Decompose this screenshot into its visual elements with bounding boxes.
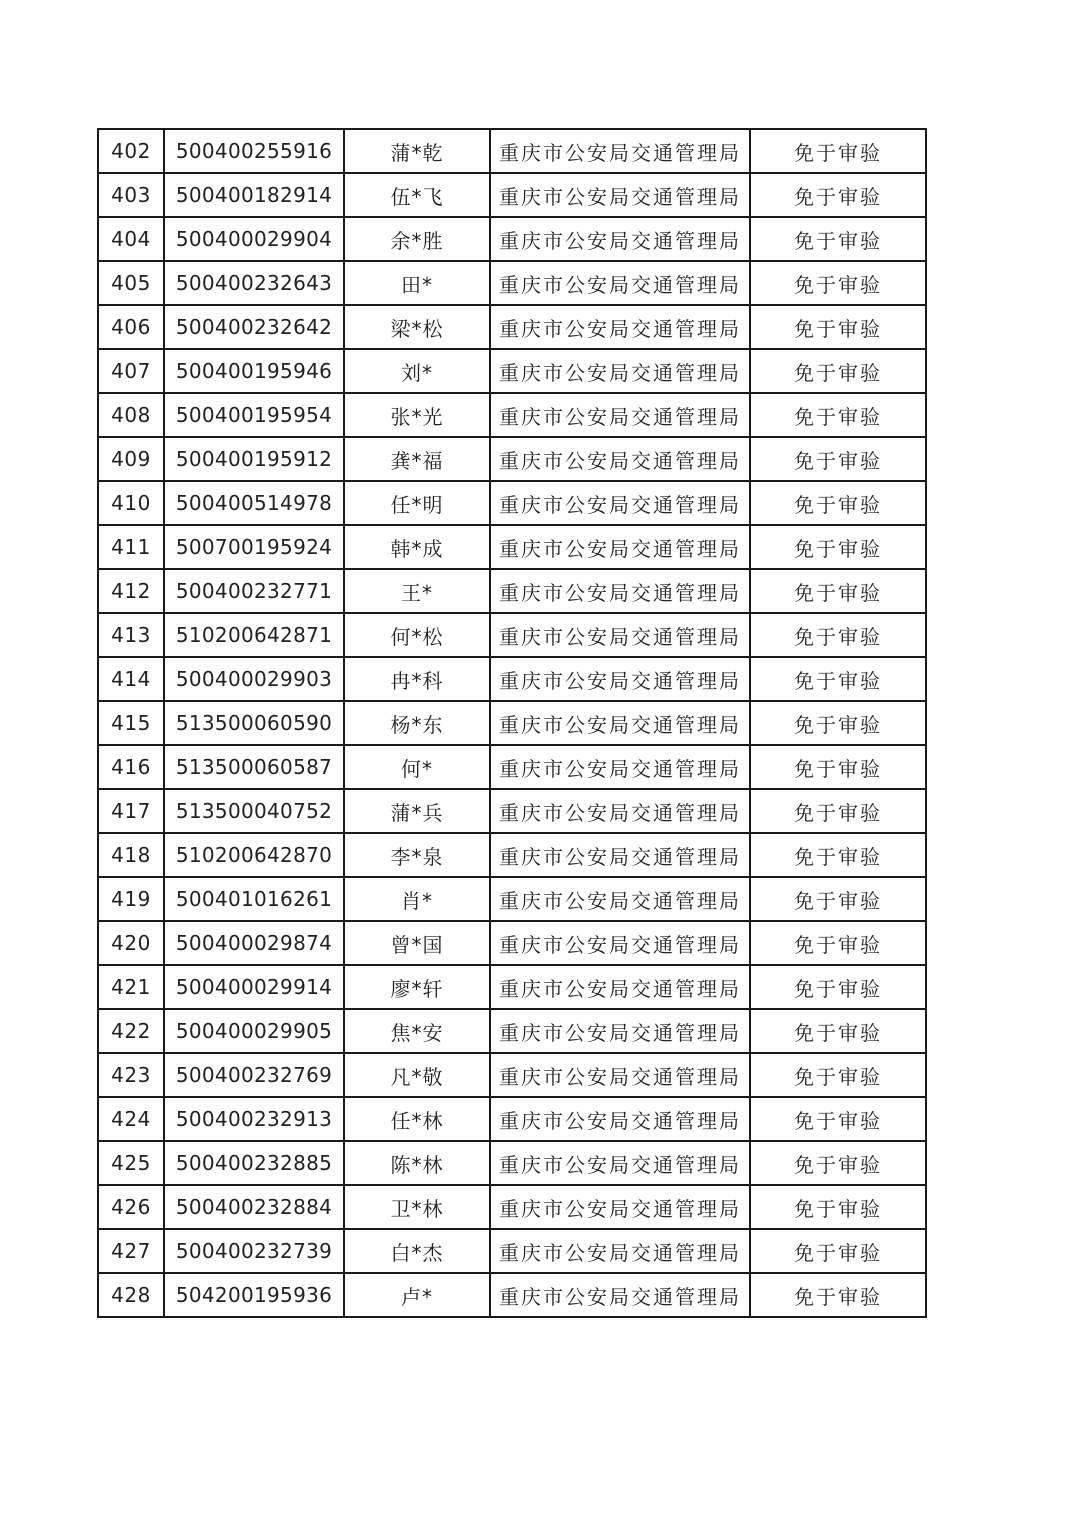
cell-organization: 重庆市公安局交通管理局	[490, 129, 750, 173]
cell-number: 500401016261	[164, 877, 344, 921]
table-row	[98, 261, 926, 305]
cell-index: 416	[98, 745, 164, 789]
cell-number: 500400255916	[164, 129, 344, 173]
cell-number: 504200195936	[164, 1273, 344, 1317]
cell-number: 500400195912	[164, 437, 344, 481]
cell-name: 韩*成	[344, 525, 490, 569]
table-row	[98, 965, 926, 1009]
cell-organization: 重庆市公安局交通管理局	[490, 1097, 750, 1141]
cell-organization: 重庆市公安局交通管理局	[490, 877, 750, 921]
cell-number: 513500060587	[164, 745, 344, 789]
cell-name: 王*	[344, 569, 490, 613]
cell-status: 免于审验	[750, 789, 926, 833]
cell-status: 免于审验	[750, 1229, 926, 1273]
cell-status: 免于审验	[750, 745, 926, 789]
table-row	[98, 789, 926, 833]
cell-organization: 重庆市公安局交通管理局	[490, 525, 750, 569]
cell-name: 余*胜	[344, 217, 490, 261]
cell-status: 免于审验	[750, 261, 926, 305]
cell-number: 513500060590	[164, 701, 344, 745]
table-row	[98, 921, 926, 965]
table-row	[98, 701, 926, 745]
cell-number: 500400029904	[164, 217, 344, 261]
table-row	[98, 525, 926, 569]
cell-index: 418	[98, 833, 164, 877]
cell-number: 500400195946	[164, 349, 344, 393]
cell-number: 500400514978	[164, 481, 344, 525]
cell-organization: 重庆市公安局交通管理局	[490, 833, 750, 877]
cell-index: 424	[98, 1097, 164, 1141]
cell-index: 426	[98, 1185, 164, 1229]
table-row	[98, 1185, 926, 1229]
table-row	[98, 613, 926, 657]
cell-status: 免于审验	[750, 965, 926, 1009]
cell-index: 409	[98, 437, 164, 481]
cell-status: 免于审验	[750, 217, 926, 261]
table-row	[98, 877, 926, 921]
cell-organization: 重庆市公安局交通管理局	[490, 701, 750, 745]
cell-status: 免于审验	[750, 877, 926, 921]
cell-organization: 重庆市公安局交通管理局	[490, 921, 750, 965]
cell-index: 405	[98, 261, 164, 305]
cell-name: 伍*飞	[344, 173, 490, 217]
cell-organization: 重庆市公安局交通管理局	[490, 789, 750, 833]
cell-organization: 重庆市公安局交通管理局	[490, 1273, 750, 1317]
cell-status: 免于审验	[750, 1273, 926, 1317]
cell-name: 肖*	[344, 877, 490, 921]
cell-status: 免于审验	[750, 657, 926, 701]
cell-index: 414	[98, 657, 164, 701]
cell-status: 免于审验	[750, 525, 926, 569]
cell-number: 500400232642	[164, 305, 344, 349]
cell-number: 500400029903	[164, 657, 344, 701]
cell-name: 廖*轩	[344, 965, 490, 1009]
cell-name: 任*林	[344, 1097, 490, 1141]
cell-name: 冉*科	[344, 657, 490, 701]
table-row	[98, 437, 926, 481]
record-table-body	[98, 129, 926, 1317]
cell-status: 免于审验	[750, 1141, 926, 1185]
cell-index: 408	[98, 393, 164, 437]
cell-status: 免于审验	[750, 1053, 926, 1097]
cell-index: 412	[98, 569, 164, 613]
table-row	[98, 305, 926, 349]
cell-index: 410	[98, 481, 164, 525]
table-row	[98, 657, 926, 701]
cell-status: 免于审验	[750, 173, 926, 217]
table-row	[98, 569, 926, 613]
cell-index: 428	[98, 1273, 164, 1317]
cell-index: 415	[98, 701, 164, 745]
cell-status: 免于审验	[750, 481, 926, 525]
cell-organization: 重庆市公安局交通管理局	[490, 569, 750, 613]
cell-organization: 重庆市公安局交通管理局	[490, 481, 750, 525]
table-row	[98, 129, 926, 173]
cell-number: 513500040752	[164, 789, 344, 833]
table-row	[98, 1053, 926, 1097]
cell-number: 500400029914	[164, 965, 344, 1009]
cell-index: 423	[98, 1053, 164, 1097]
cell-status: 免于审验	[750, 437, 926, 481]
cell-index: 411	[98, 525, 164, 569]
cell-name: 杨*东	[344, 701, 490, 745]
cell-name: 白*杰	[344, 1229, 490, 1273]
cell-name: 蒲*乾	[344, 129, 490, 173]
cell-status: 免于审验	[750, 921, 926, 965]
cell-name: 田*	[344, 261, 490, 305]
cell-status: 免于审验	[750, 1185, 926, 1229]
cell-name: 何*	[344, 745, 490, 789]
cell-name: 刘*	[344, 349, 490, 393]
cell-status: 免于审验	[750, 305, 926, 349]
cell-index: 407	[98, 349, 164, 393]
cell-organization: 重庆市公安局交通管理局	[490, 261, 750, 305]
cell-name: 卢*	[344, 1273, 490, 1317]
cell-index: 421	[98, 965, 164, 1009]
cell-organization: 重庆市公安局交通管理局	[490, 349, 750, 393]
cell-organization: 重庆市公安局交通管理局	[490, 217, 750, 261]
table-row	[98, 1097, 926, 1141]
table-row	[98, 481, 926, 525]
cell-name: 卫*林	[344, 1185, 490, 1229]
cell-organization: 重庆市公安局交通管理局	[490, 173, 750, 217]
cell-status: 免于审验	[750, 129, 926, 173]
cell-status: 免于审验	[750, 613, 926, 657]
cell-status: 免于审验	[750, 393, 926, 437]
cell-name: 梁*松	[344, 305, 490, 349]
table-row	[98, 217, 926, 261]
cell-name: 任*明	[344, 481, 490, 525]
cell-name: 龚*福	[344, 437, 490, 481]
cell-index: 413	[98, 613, 164, 657]
cell-number: 500400232769	[164, 1053, 344, 1097]
table-row	[98, 1009, 926, 1053]
cell-organization: 重庆市公安局交通管理局	[490, 1185, 750, 1229]
cell-organization: 重庆市公安局交通管理局	[490, 613, 750, 657]
cell-number: 500400029874	[164, 921, 344, 965]
cell-index: 402	[98, 129, 164, 173]
cell-index: 422	[98, 1009, 164, 1053]
cell-status: 免于审验	[750, 349, 926, 393]
cell-index: 427	[98, 1229, 164, 1273]
cell-name: 何*松	[344, 613, 490, 657]
cell-index: 417	[98, 789, 164, 833]
cell-number: 500400195954	[164, 393, 344, 437]
cell-number: 500400029905	[164, 1009, 344, 1053]
cell-name: 凡*敬	[344, 1053, 490, 1097]
table-row	[98, 173, 926, 217]
cell-status: 免于审验	[750, 569, 926, 613]
cell-organization: 重庆市公安局交通管理局	[490, 393, 750, 437]
cell-number: 500400232913	[164, 1097, 344, 1141]
table-row	[98, 349, 926, 393]
cell-organization: 重庆市公安局交通管理局	[490, 965, 750, 1009]
cell-index: 406	[98, 305, 164, 349]
cell-organization: 重庆市公安局交通管理局	[490, 437, 750, 481]
cell-organization: 重庆市公安局交通管理局	[490, 1229, 750, 1273]
cell-name: 张*光	[344, 393, 490, 437]
cell-name: 李*泉	[344, 833, 490, 877]
table-row	[98, 1141, 926, 1185]
cell-name: 蒲*兵	[344, 789, 490, 833]
cell-number: 500400182914	[164, 173, 344, 217]
cell-status: 免于审验	[750, 1097, 926, 1141]
cell-organization: 重庆市公安局交通管理局	[490, 305, 750, 349]
cell-number: 500400232884	[164, 1185, 344, 1229]
table-row	[98, 833, 926, 877]
cell-number: 500700195924	[164, 525, 344, 569]
cell-organization: 重庆市公安局交通管理局	[490, 745, 750, 789]
cell-number: 500400232771	[164, 569, 344, 613]
cell-status: 免于审验	[750, 1009, 926, 1053]
cell-index: 403	[98, 173, 164, 217]
table-row	[98, 745, 926, 789]
cell-name: 曾*国	[344, 921, 490, 965]
cell-number: 510200642871	[164, 613, 344, 657]
cell-number: 510200642870	[164, 833, 344, 877]
table-row	[98, 1229, 926, 1273]
cell-organization: 重庆市公安局交通管理局	[490, 657, 750, 701]
cell-index: 420	[98, 921, 164, 965]
cell-index: 425	[98, 1141, 164, 1185]
cell-index: 404	[98, 217, 164, 261]
cell-index: 419	[98, 877, 164, 921]
cell-organization: 重庆市公安局交通管理局	[490, 1009, 750, 1053]
cell-number: 500400232739	[164, 1229, 344, 1273]
cell-organization: 重庆市公安局交通管理局	[490, 1141, 750, 1185]
cell-name: 焦*安	[344, 1009, 490, 1053]
cell-number: 500400232643	[164, 261, 344, 305]
cell-number: 500400232885	[164, 1141, 344, 1185]
cell-organization: 重庆市公安局交通管理局	[490, 1053, 750, 1097]
cell-status: 免于审验	[750, 701, 926, 745]
table-row	[98, 393, 926, 437]
record-table	[97, 128, 927, 1318]
cell-name: 陈*林	[344, 1141, 490, 1185]
cell-status: 免于审验	[750, 833, 926, 877]
table-row	[98, 1273, 926, 1317]
